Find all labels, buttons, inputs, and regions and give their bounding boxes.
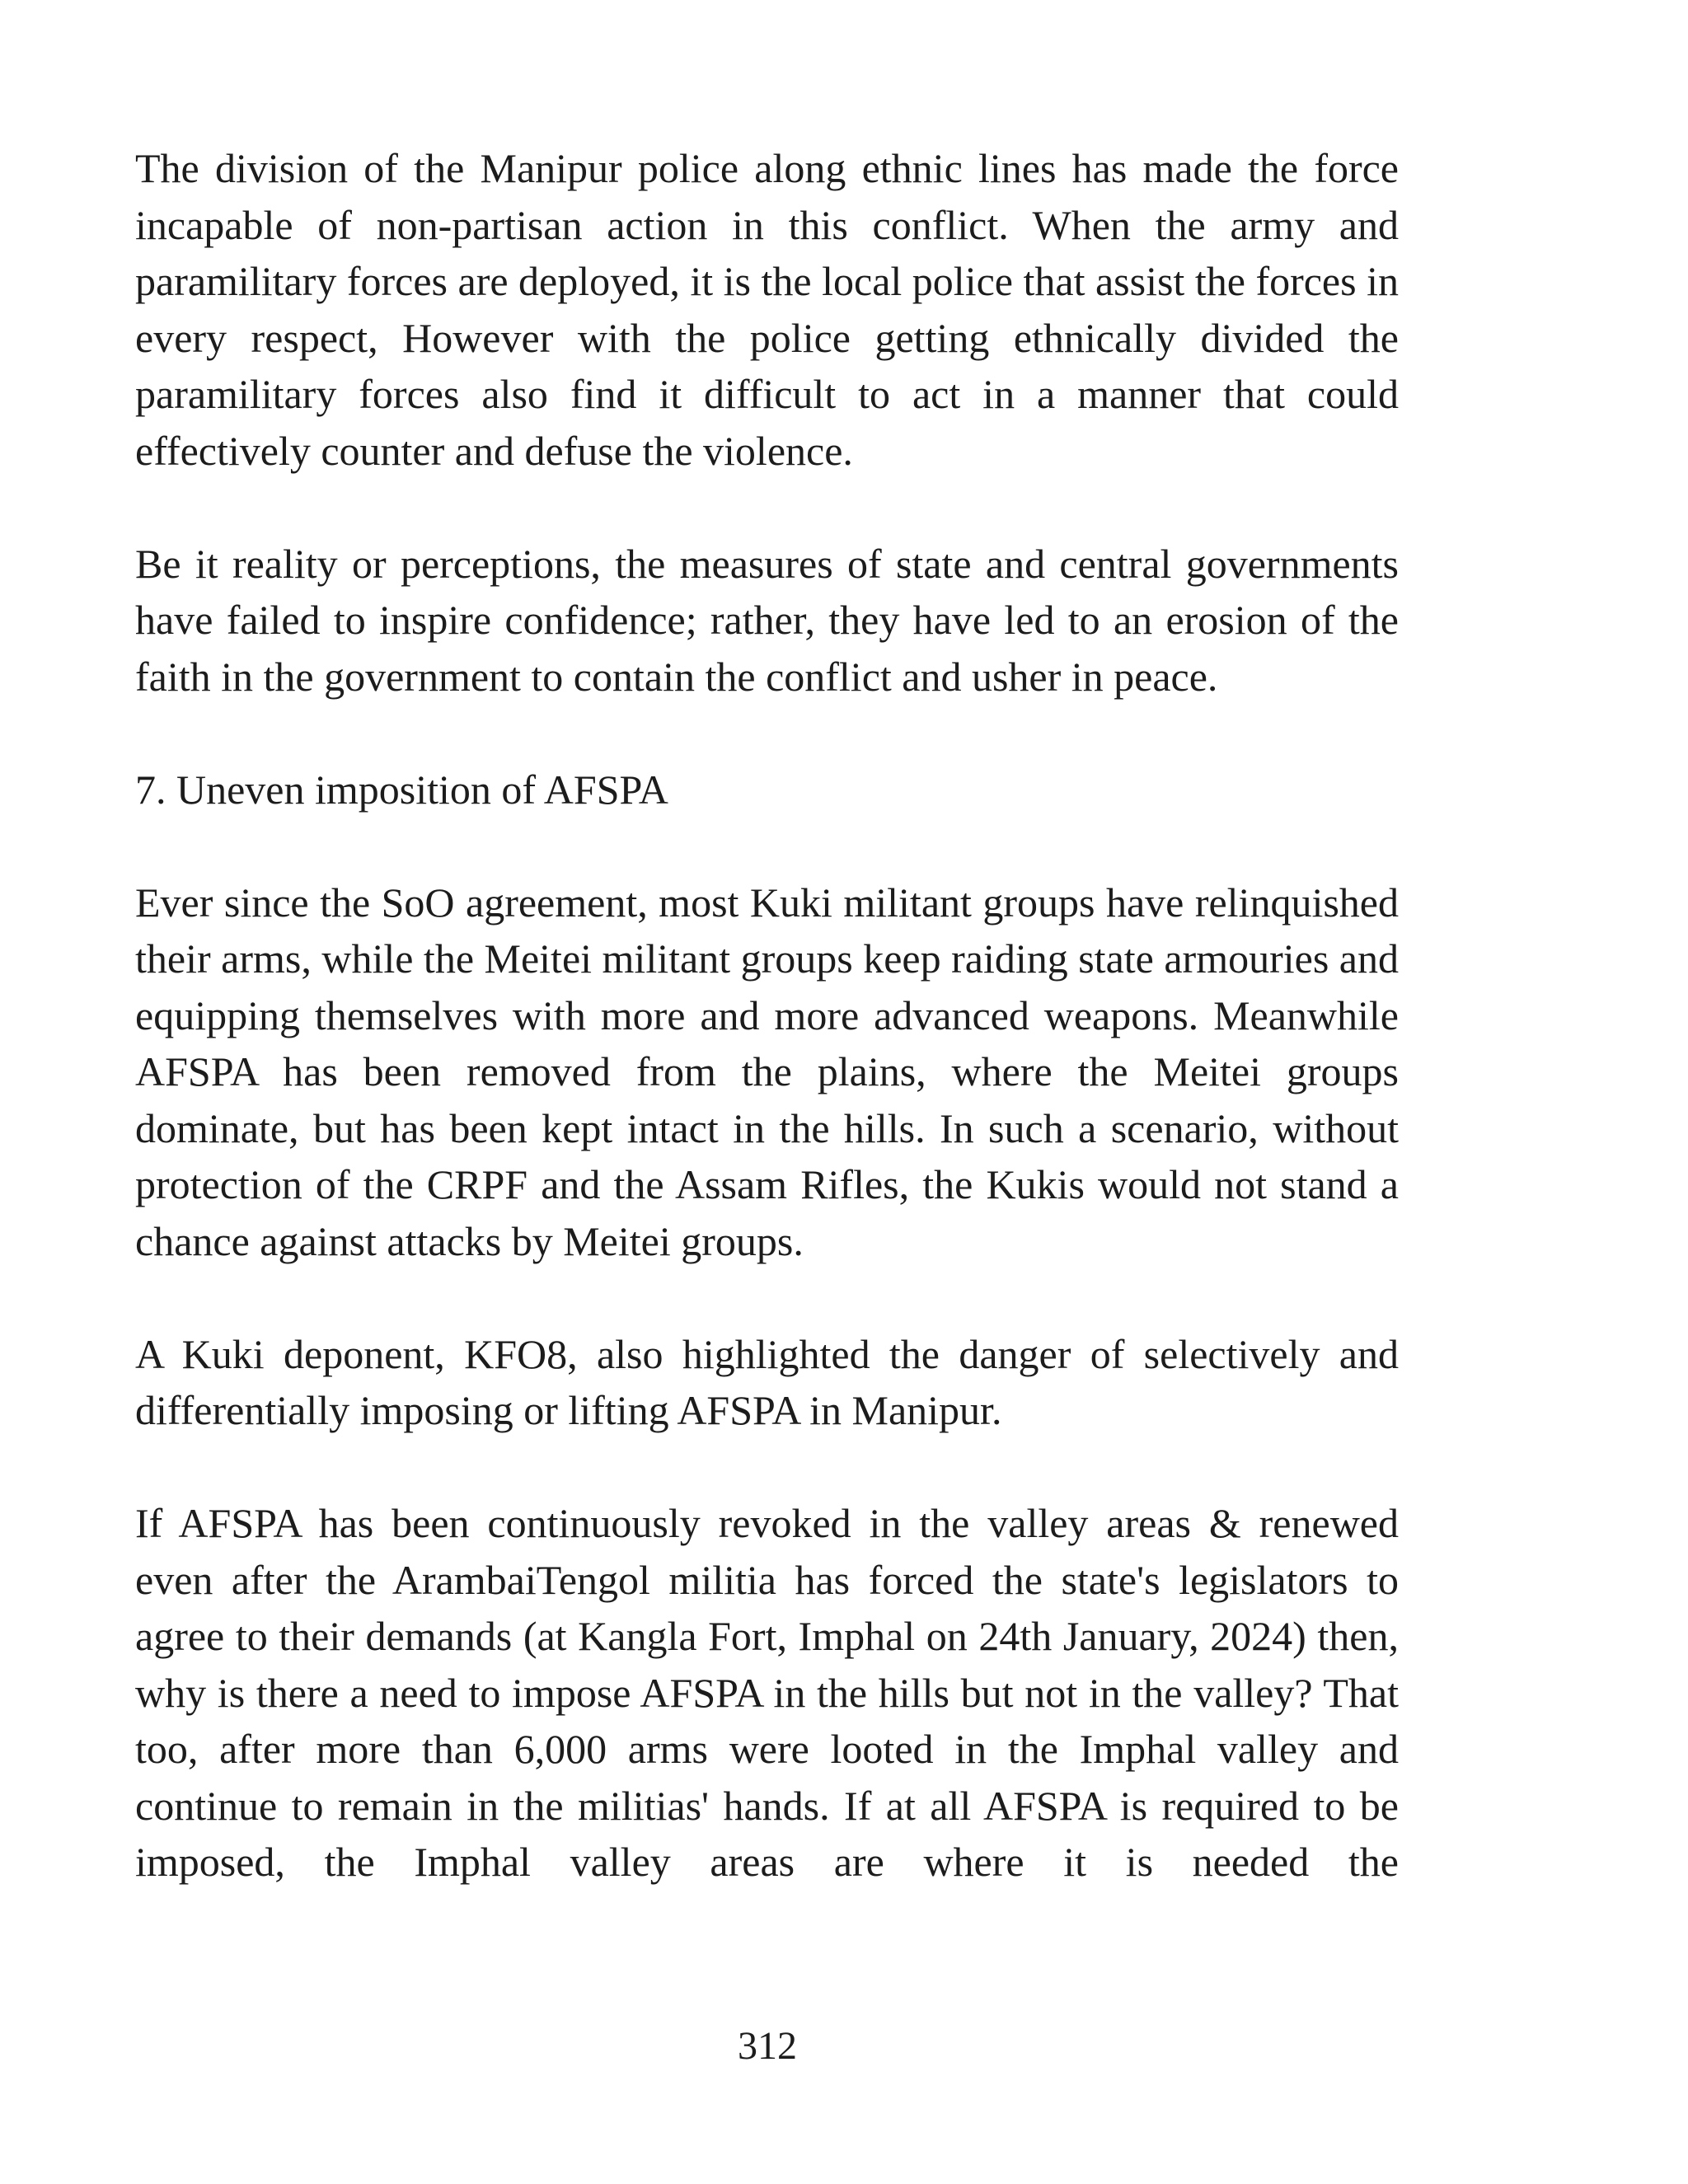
paragraph-soo-agreement: Ever since the SoO agreement, most Kuki militant groups have relinquished their arms, while the Meitei militant groups keep raiding state armouries and equipping themselves with more and more advanced weapons. Meanwhile AFSPA has been removed from the plains, where the Meitei groups dominate, but has been kept intact in the hills. In such a scenario, without protection of the CRPF and the Assam Rifles, the Kukis would not stand a chance against attacks by Meitei groups.: [135, 879, 1399, 1264]
paragraph-police-division: The division of the Manipur police along ethnic lines has made the force incapable of non-partisan action in this conflict. When the army and paramilitary forces are deployed, it is the local police that assist the forces in every respect, However with the police getting ethnically divided the paramilitary forces also find it difficult to act in a manner that could effectively counter and defuse the violence.: [135, 145, 1399, 474]
paragraph-kuki-deponent: A Kuki deponent, KFO8, also highlighted the danger of selectively and differentially imposing or lifting AFSPA in Manipur.: [135, 1330, 1399, 1433]
page-body: [135, 140, 1399, 1947]
page-number: 312: [738, 2024, 797, 2068]
paragraph-afspa-valley: If AFSPA has been continuously revoked in the valley areas & renewed even after the ArambaiTengol militia has forced the state's legislators to agree to their demands (at Kangla Fort, Imphal on 24th January, 2024) then, why is there a need to impose AFSPA in the hills but not in the valley? That too, after more than 6,000 arms were looted in the Imphal valley and continue to remain in the militias' hands. If at all AFSPA is required to be imposed, the Imphal valley areas are where it is needed the: [135, 1500, 1399, 1885]
paragraph-government-confidence: Be it reality or perceptions, the measures of state and central governments have failed to inspire confidence; rather, they have led to an erosion of the faith in the government to contain the conflict and usher in peace.: [135, 540, 1399, 700]
section-heading: 7. Uneven imposition of AFSPA: [135, 766, 668, 813]
